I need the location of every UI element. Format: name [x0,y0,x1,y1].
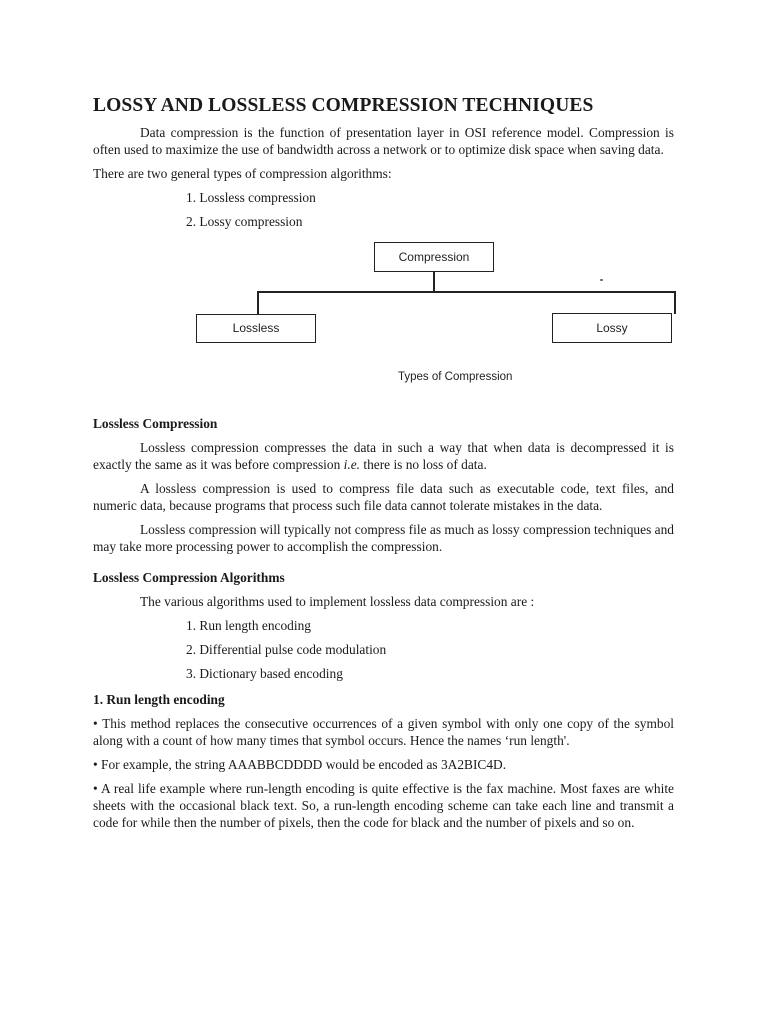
types-intro: There are two general types of compression algorithms: [93,166,392,181]
lossless-paragraph-2: A lossless compression is used to compress file data such as executable code, text files, and numeric data, because programs that process such file data cannot tolerate mistakes in the data. [93,481,674,513]
diagram-connector [433,272,435,292]
lossless-paragraph-3: Lossless compression will typically not compress file as much as lossy compression techniques and may take more processing power to accomplish the compression. [93,522,674,554]
diagram-caption: Types of Compression [398,371,513,383]
ie-italic: i.e. [343,457,360,472]
algorithms-intro: The various algorithms used to implement lossless data compression are : [140,594,535,609]
text-span: there is no loss of data. [360,457,487,472]
list-item: 1. Lossless compression [186,190,316,205]
page-title: LOSSY AND LOSSLESS COMPRESSION TECHNIQUES [93,95,594,116]
section-heading-lossless: Lossless Compression [93,416,218,431]
diagram-connector [674,291,676,314]
list-item: 3. Dictionary based encoding [186,666,343,681]
compression-types-diagram [93,237,674,402]
text-span: Lossless compression compresses the data in such a way that when data is decompressed it is exactly the same as it was before compression [93,440,674,472]
rle-bullet-1: • This method replaces the consecutive occurrences of a given symbol with only one copy of the symbol along with a count of how many times that symbol occurs. Hence the names ‘run length'. [93,716,674,748]
algorithms-list [93,617,674,682]
document-body [93,94,674,831]
scan-speck [600,279,603,281]
diagram-root-box: Compression [374,242,494,272]
diagram-connector [257,291,675,293]
section-heading-algorithms: Lossless Compression Algorithms [93,570,285,585]
rle-bullet-2: • For example, the string AAABBCDDDD would be encoded as 3A2BIC4D. [93,757,507,772]
rle-bullet-3: • A real life example where run-length encoding is quite effective is the fax machine. Most faxes are white sheets with the occasional black text. So, a run-length encoding scheme can take each line and transmit a code for while then the number of pixels, then the code for black and the number of pixels and so on. [93,781,674,830]
list-item: 2. Lossy compression [186,214,303,229]
diagram-lossless-box: Lossless [196,314,316,343]
list-item: 1. Run length encoding [186,618,311,633]
diagram-connector [257,291,259,314]
intro-paragraph: Data compression is the function of presentation layer in OSI reference model. Compression is often used to maximize the use of bandwidth across a network or to optimize disk space when saving data. [93,125,674,157]
diagram-lossy-box: Lossy [552,313,672,343]
lossless-paragraph-1 [93,439,674,473]
list-item: 2. Differential pulse code modulation [186,642,387,657]
compression-types-list [93,189,674,230]
section-heading-rle: 1. Run length encoding [93,692,225,707]
